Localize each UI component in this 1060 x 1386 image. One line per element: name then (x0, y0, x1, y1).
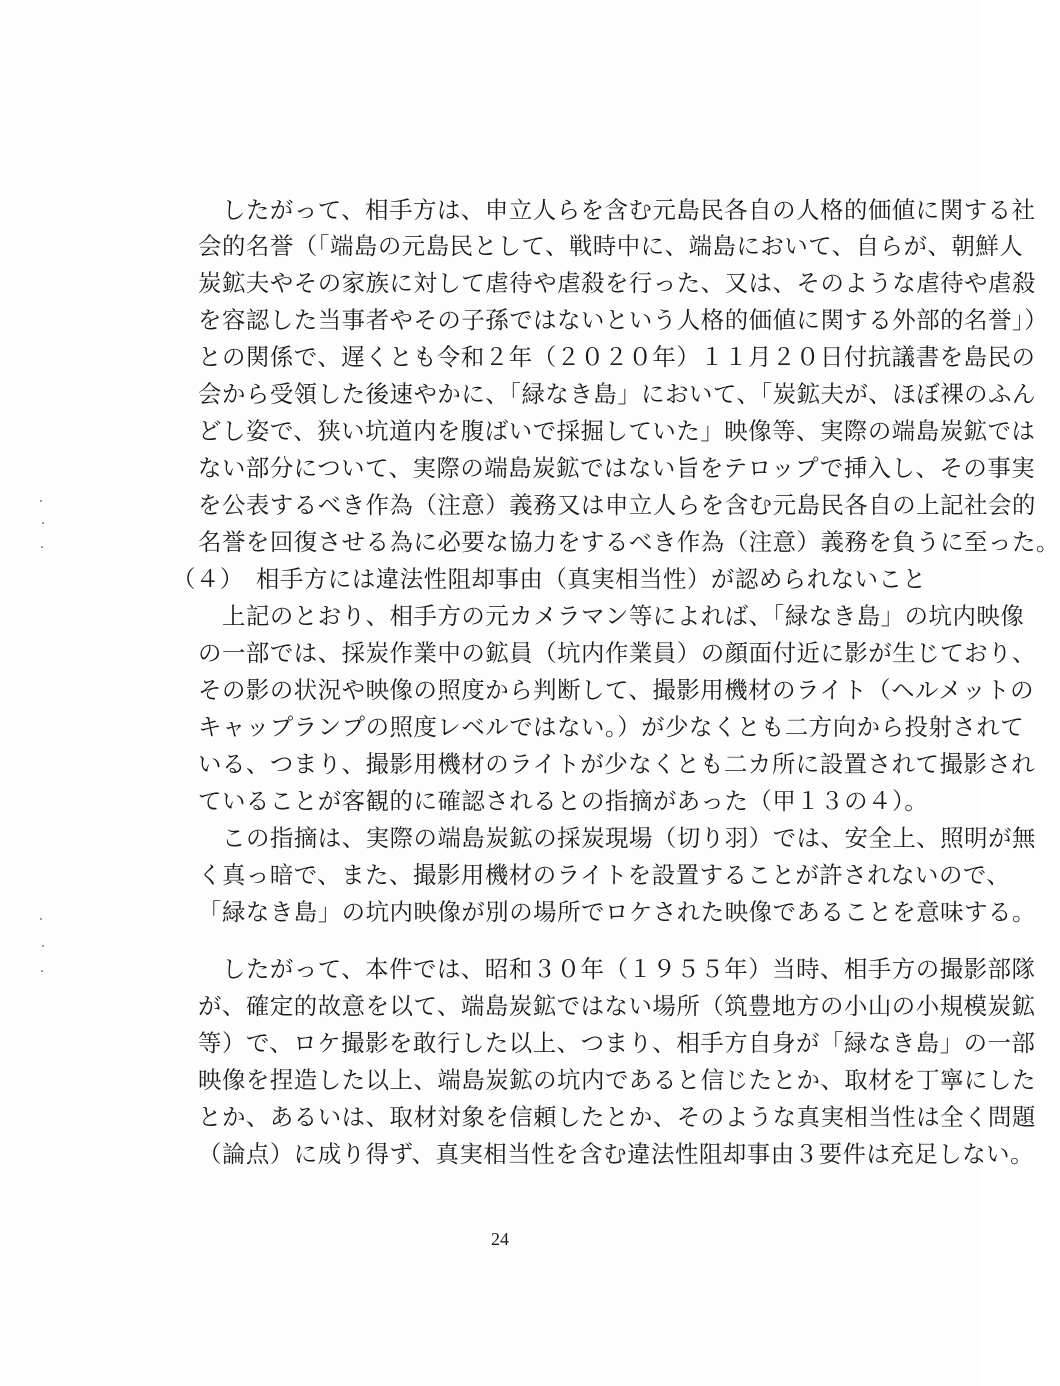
text-line: 炭鉱夫やその家族に対して虐待や虐殺を行った、又は、そのような虐待や虐殺 (198, 269, 1036, 297)
text-line: いる、つまり、撮影用機材のライトが少なくとも二カ所に設置されて撮影され (198, 750, 1036, 778)
text-line: 映像を捏造した以上、端島炭鉱の坑内であると信じたとか、取材を丁寧にした (198, 1066, 1036, 1094)
text-line: したがって、本件では、昭和３０年（１９５５年）当時、相手方の撮影部隊 (222, 955, 1036, 983)
text-line: ない部分について、実際の端島炭鉱ではない旨をテロップで挿入し、その事実 (198, 454, 1036, 482)
scan-speck (40, 918, 42, 920)
scan-speck (41, 546, 43, 548)
text-line: を公表するべき作為（注意）義務又は申立人らを含む元島民各自の上記社会的 (198, 491, 1036, 519)
text-line: 「緑なき島」の坑内映像が別の場所でロケされた映像であることを意味する。 (198, 898, 1036, 926)
scan-speck (42, 945, 44, 947)
text-line: 会的名誉（「端島の元島民として、戦時中に、端島において、自らが、朝鮮人 (198, 232, 1024, 260)
text-line: この指摘は、実際の端島炭鉱の採炭現場（切り羽）では、安全上、照明が無 (222, 824, 1036, 852)
text-line: 等）で、ロケ撮影を敢行した以上、つまり、相手方自身が「緑なき島」の一部 (198, 1029, 1036, 1057)
scan-speck (40, 500, 42, 502)
text-line: キャップランプの照度レベルではない。）が少なくとも二方向から投射されて (198, 713, 1025, 741)
text-line: 上記のとおり、相手方の元カメラマン等によれば、「緑なき島」の坑内映像 (222, 602, 1025, 630)
page-number: 24 (491, 1229, 509, 1249)
scan-speck (41, 970, 43, 972)
text-line: が、確定的故意を以て、端島炭鉱ではない場所（筑豊地方の小山の小規模炭鉱 (198, 992, 1036, 1020)
text-line: との関係で、遅くとも令和２年（２０２０年）１１月２０日付抗議書を島民の (198, 343, 1036, 371)
text-line: どし姿で、狭い坑道内を腹ばいで採掘していた」映像等、実際の端島炭鉱では (198, 417, 1036, 445)
text-line: 名誉を回復させる為に必要な協力をするべき作為（注意）義務を負うに至った。 (198, 528, 1060, 556)
text-line: を容認した当事者やその子孫ではないという人格的価値に関する外部的名誉」） (198, 306, 1049, 334)
text-line: の一部では、採炭作業中の鉱員（坑内作業員）の顔面付近に影が生じており、 (198, 639, 1036, 667)
text-line: （論点）に成り得ず、真実相当性を含む違法性阻却事由３要件は充足しない。 (198, 1140, 1035, 1168)
scan-speck (42, 522, 44, 524)
text-line: く真っ暗で、また、撮影用機材のライトを設置することが許されないので、 (198, 861, 1011, 889)
text-line: 会から受領した後速やかに、「緑なき島」において、「炭鉱夫が、ほぼ裸のふん (198, 380, 1036, 408)
text-line: ていることが客観的に確認されるとの指摘があった（甲１３の４）。 (198, 787, 929, 815)
text-line: その影の状況や映像の照度から判断して、撮影用機材のライト（ヘルメットの (198, 676, 1035, 704)
section-heading: （４） 相手方には違法性阻却事由（真実相当性）が認められないこと (172, 565, 927, 593)
text-line: したがって、相手方は、申立人らを含む元島民各自の人格的価値に関する社 (222, 196, 1036, 224)
text-line: とか、あるいは、取材対象を信頼したとか、そのような真実相当性は全く問題 (198, 1103, 1036, 1131)
